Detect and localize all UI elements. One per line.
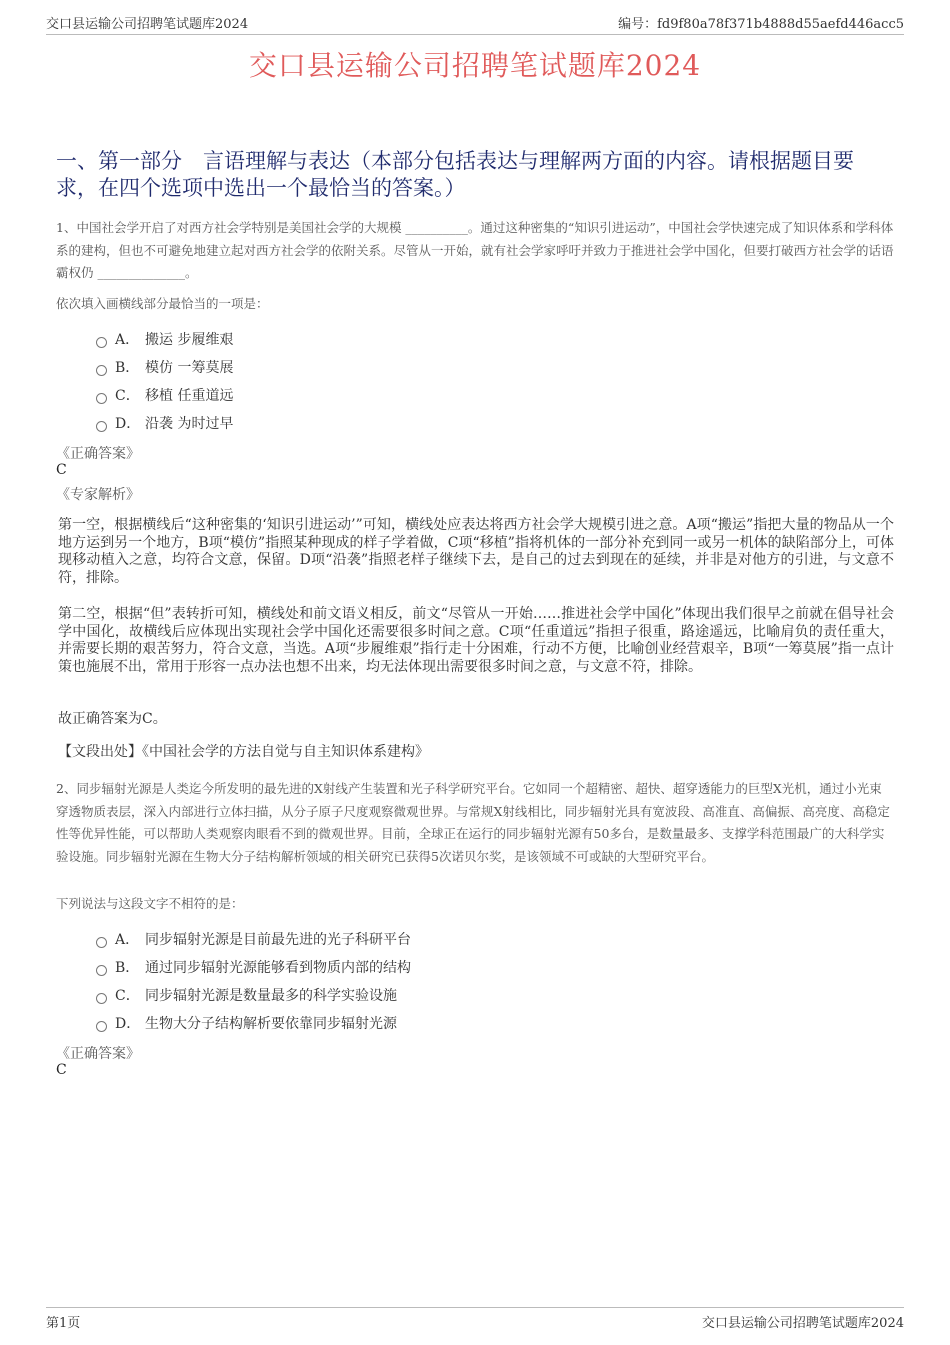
question-2-option-c[interactable]: C． 同步辐射光源是数量最多的科学实验设施	[96, 981, 411, 1009]
radio-icon[interactable]	[96, 393, 107, 404]
radio-icon[interactable]	[96, 337, 107, 348]
document-title: 交口县运输公司招聘笔试题库2024	[248, 49, 702, 82]
page-number: 第1页	[46, 1316, 81, 1331]
question-2-text: 2、同步辐射光源是人类迄今所发明的最先进的X射线产生装置和光子科学研究平台。它如同一个超精密、超快、超穿透能力的巨型X光机，通过小光束穿透物质表层，深入内部进行立体扫描，从分子原子尺度观察微观世界。与常规X射线相比，同步辐射光具有宽波段、高准直、高偏振、高亮度、高稳定性等优异性能，可以帮助人类观察肉眼看不到的微观世界。目前，全球正在运行的同步辐射光源有50多台，是数量最多、支撑学科范围最广的大科学实验设施。同步辐射光源在生物大分子结构解析领域的相关研究已获得5次诺贝尔奖，是该领域不可或缺的大型研究平台。	[56, 781, 890, 864]
question-1-option-d[interactable]: D． 沿袭 为时过早	[96, 409, 233, 437]
radio-icon[interactable]	[96, 421, 107, 432]
question-2-answer-label: 《正确答案》	[56, 1046, 140, 1062]
question-1-option-a[interactable]: A． 搬运 步履维艰	[96, 325, 233, 353]
question-1-answer-label: 《正确答案》	[56, 446, 140, 462]
question-2-option-d[interactable]: D． 生物大分子结构解析要依靠同步辐射光源	[96, 1009, 411, 1037]
radio-icon[interactable]	[96, 993, 107, 1004]
question-1-prompt: 依次填入画横线部分最恰当的一项是：	[56, 296, 269, 311]
section-heading: 一、第一部分 言语理解与表达（本部分包括表达与理解两方面的内容。请根据题目要求，在四个选项中选出一个最恰当的答案。）	[56, 149, 854, 200]
question-2-option-a[interactable]: A． 同步辐射光源是目前最先进的光子科研平台	[96, 925, 411, 953]
radio-icon[interactable]	[96, 937, 107, 948]
footer-title: 交口县运输公司招聘笔试题库2024	[701, 1316, 904, 1331]
running-header	[46, 14, 904, 35]
analysis-source: 【文段出处】《中国社会学的方法自觉与自主知识体系建构》	[58, 744, 429, 760]
radio-icon[interactable]	[96, 365, 107, 376]
question-1-answer: C	[56, 462, 67, 478]
question-1-text: 1、中国社会学开启了对西方社会学特别是美国社会学的大规模 __________。通过这种密集的“知识引进运动”，中国社会学快速完成了知识体系和学科体系的建构，但也不可避免地建立起对西方社会学的依附关系。尽管从一开始，就有社会学家呼吁并致力于推进社会学中国化，但要打破西方社会学的话语霸权仍 ______________。	[56, 220, 894, 280]
question-1-option-c[interactable]: C． 移植 任重道远	[96, 381, 233, 409]
question-2-options	[96, 925, 411, 1037]
analysis-conclusion: 故正确答案为C。	[58, 711, 167, 727]
question-1-analysis-label: 《专家解析》	[56, 487, 140, 503]
question-1-options	[96, 325, 233, 437]
header-title: 交口县运输公司招聘笔试题库2024	[46, 17, 249, 32]
question-1-option-b[interactable]: B． 模仿 一筹莫展	[96, 353, 233, 381]
question-2-option-b[interactable]: B． 通过同步辐射光源能够看到物质内部的结构	[96, 953, 411, 981]
analysis-paragraph-1: 第一空，根据横线后“这种密集的‘知识引进运动’”可知，横线处应表达将西方社会学大规模引进之意。A项“搬运”指把大量的物品从一个地方运到另一个地方，B项“模仿”指照某种现成的样子学着做，C项“移植”指将机体的一部分补充到同一或另一机体的缺陷部分上，可体现移动植入之意，均符合文意，保留。D项“沿袭”指照老样子继续下去，是自己的过去到现在的延续，并非是对他方的引进，与文意不符，排除。	[58, 517, 894, 586]
radio-icon[interactable]	[96, 1021, 107, 1032]
document-code: 编号：fd9f80a78f371b4888d55aefd446acc5	[618, 17, 904, 32]
analysis-paragraph-2: 第二空，根据“但”表转折可知，横线处和前文语义相反，前文“尽管从一开始……推进社会学中国化”体现出我们很早之前就在倡导社会学中国化，故横线后应体现出实现社会学中国化还需要很多时间之意。C项“任重道远”指担子很重，路途遥远，比喻肩负的责任重大，并需要长期的艰苦努力，符合文意，当选。A项“步履维艰”指行走十分困难，行动不方便，比喻创业经营艰辛，B项“一筹莫展”指一点计策也施展不出，常用于形容一点办法也想不出来，均无法体现出需要很多时间之意，与文意不符，排除。	[58, 606, 894, 675]
radio-icon[interactable]	[96, 965, 107, 976]
question-2-answer: C	[56, 1062, 67, 1078]
running-footer	[46, 1307, 904, 1332]
question-2-prompt: 下列说法与这段文字不相符的是：	[56, 896, 244, 911]
